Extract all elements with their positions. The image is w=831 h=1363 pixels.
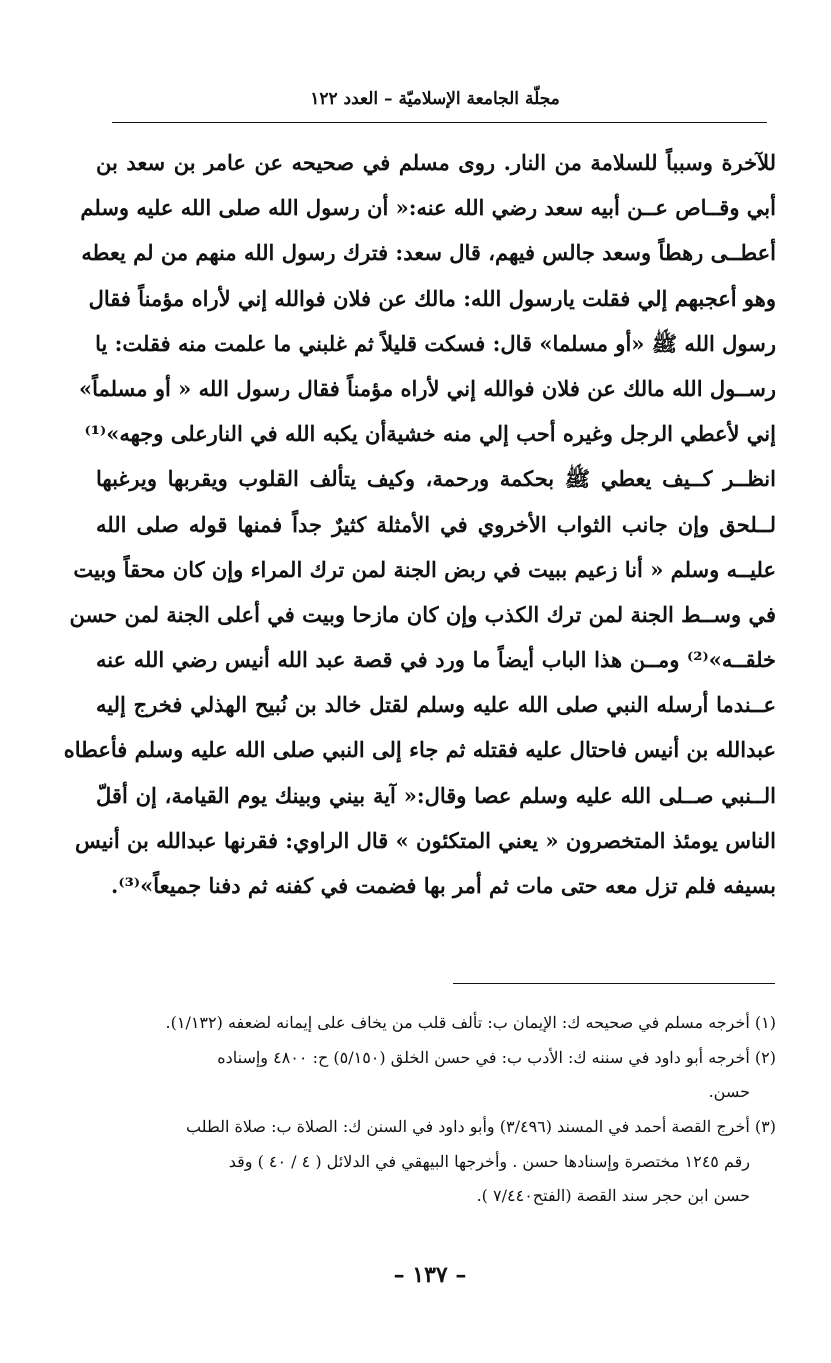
footnote-line: (١) أخرجه مسلم في صحيحه ك: الإيمان ب: تألف قلب من يخاف على إيمانه لضعفه (١/١٣٢). (165, 1013, 776, 1032)
page-number: – ١٣٧ – (393, 1262, 467, 1288)
body-line: الــنبي صــلى الله عليه وسلم عصا وقال:« آية بيني وبينك يوم القيامة، إن أقلّ (96, 782, 776, 808)
body-line: رســول الله مالك عن فلان فوالله إني لأراه مؤمناً فقال رسول الله « أو مسلماً» (78, 375, 776, 401)
body-line: رسول الله ﷺ «أو مسلما» قال: فسكت قليلاً ثم غلبني ما علمت منه فقلت: يا (95, 330, 776, 356)
body-line: انظــر كــيف يعطي ﷺ بحكمة ورحمة، وكيف يتألف القلوب ويقربها ويرغبها (96, 466, 776, 492)
footnote-line: (٢) أخرجه أبو داود في سننه ك: الأدب ب: في حسن الخلق (٥/١٥٠) ح: ٤٨٠٠ وإسناده (217, 1047, 776, 1067)
footnote-line: حسن ابن حجر سند القصة (الفتح٧/٤٤٠ ). (476, 1186, 750, 1206)
body-text (63, 140, 776, 908)
body-line: أعطــى رهطاً وسعد جالس فيهم، قال سعد: فترك رسول الله منهم من لم يعطه (81, 240, 776, 266)
footnote-rule (453, 983, 775, 984)
body-line: عــندما أرسله النبي صلى الله عليه وسلم لقتل خالد بن نُبيح الهذلي فخرج إليه (96, 692, 776, 718)
footnote-line: (٣) أخرج القصة أحمد في المسند (٣/٤٩٦) وأبو داود في السنن ك: الصلاة ب: صلاة الطلب (185, 1117, 776, 1137)
body-line: أبي وقــاص عــن أبيه سعد رضي الله عنه:« أن رسول الله صلى الله عليه وسلم (80, 195, 776, 221)
body-line: وهو أعجبهم إلي فقلت يارسول الله: مالك عن فلان فوالله إني لأراه مؤمناً فقال (88, 285, 776, 311)
body-line: لــلحق وإن جانب الثواب الأخروي في الأمثلة كثيرٌ جداً فمنها قوله صلى الله (96, 511, 776, 537)
header-rule (112, 122, 767, 123)
body-line: في وســط الجنة لمن ترك الكذب وإن كان مازحا وبيت في أعلى الجنة لمن حسن (69, 601, 776, 627)
running-header: مجلّة الجامعة الإسلاميّة – العدد ١٢٢ (310, 89, 560, 109)
footnote-line: رقم ١٢٤٥ مختصرة وإسنادها حسن . وأخرجها البيهقي في الدلائل ( ٤ / ٤٠ ) وقد (228, 1151, 750, 1171)
body-line: بسيفه فلم تزل معه حتى مات ثم أمر بها فضمت في كفنه ثم دفنا جميعاً»⁽³⁾. (111, 873, 776, 898)
body-line: عليــه وسلم « أنا زعيم ببيت في ربض الجنة لمن ترك المراء وإن كان محقاً وبيت (73, 556, 776, 582)
footnote-line: حسن. (708, 1082, 750, 1102)
body-line: خلقــه»⁽²⁾ ومــن هذا الباب أيضاً ما ورد في قصة عبد الله أنيس رضي الله عنه (96, 647, 776, 673)
body-line: الناس يومئذ المتخصرون « يعني المتكئون » قال الراوي: فقرنها عبدالله بن أنيس (74, 827, 776, 853)
body-line: عبدالله بن أنيس فاحتال عليه فقتله ثم جاء إلى النبي صلى الله عليه وسلم فأعطاه (63, 737, 776, 763)
body-line: إني لأعطي الرجل وغيره أحب إلي منه خشيةأن يكبه الله في النارعلى وجهه»⁽¹⁾ (84, 421, 776, 447)
body-line: للآخرة وسبباً للسلامة من النار. روى مسلم في صحيحه عن عامر بن سعد بن (96, 150, 776, 175)
footnotes (96, 1006, 776, 1214)
